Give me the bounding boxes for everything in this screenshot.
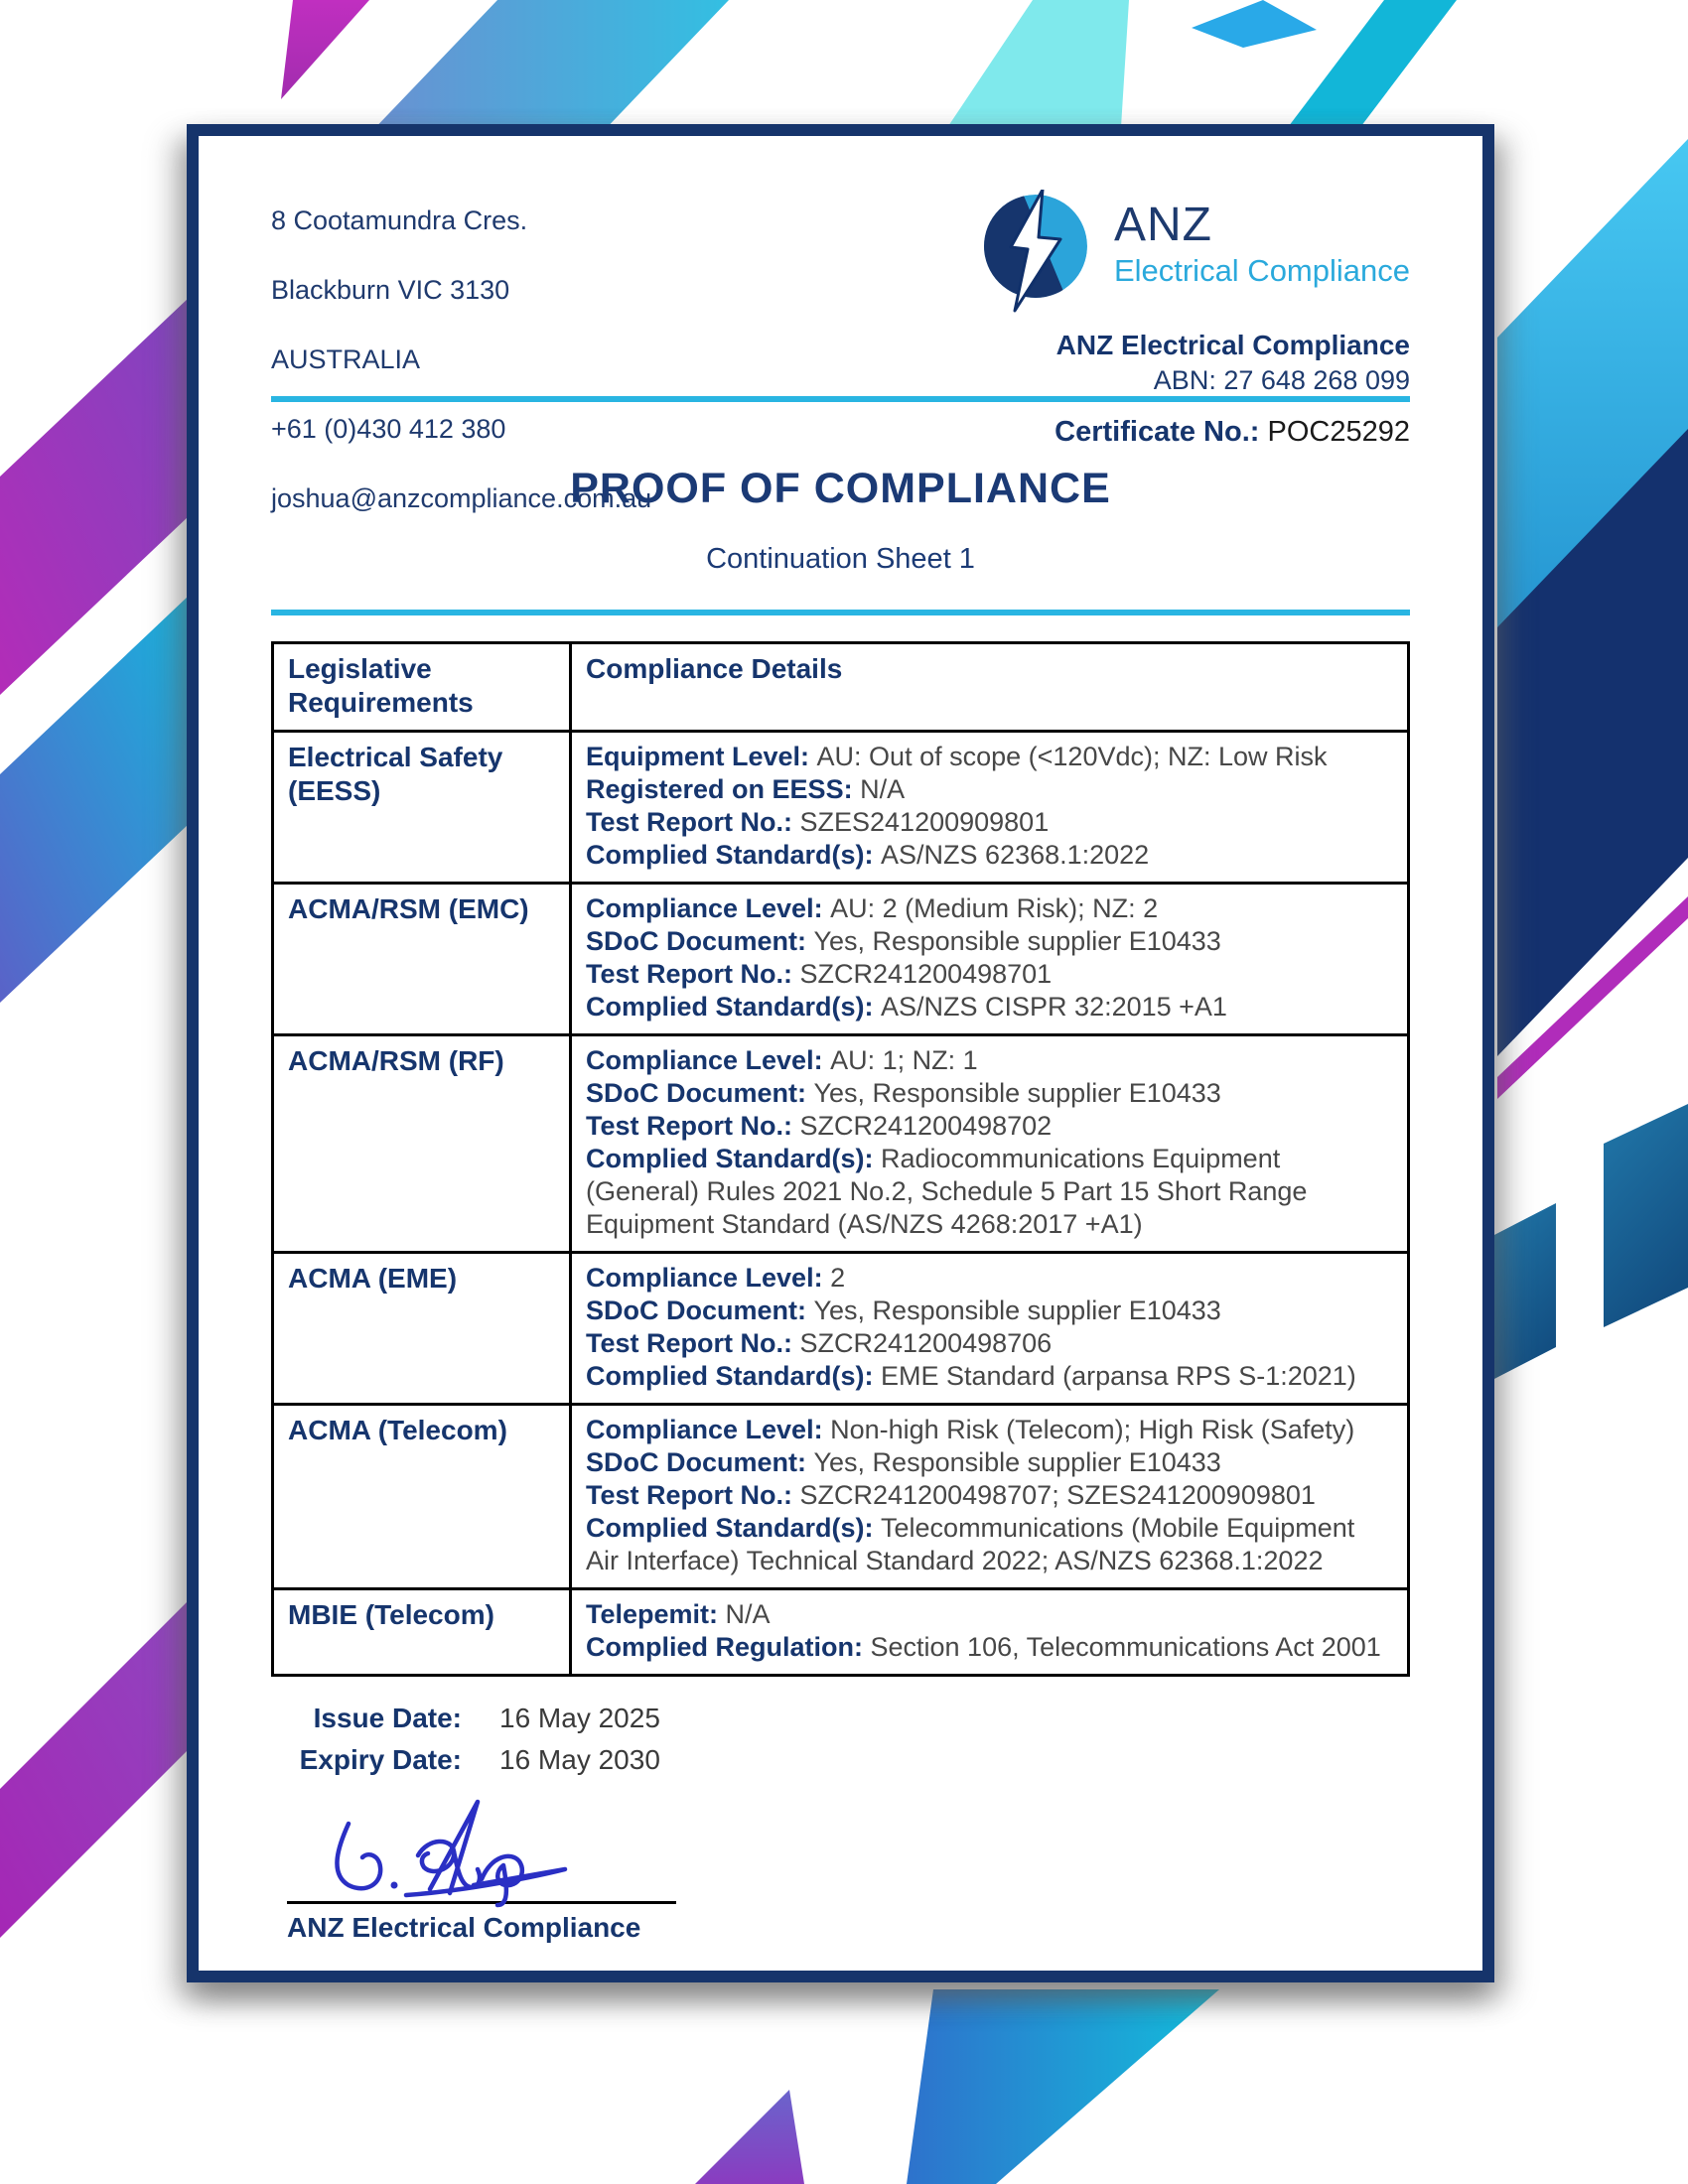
detail-value: Yes, Responsible supplier E10433 xyxy=(813,1447,1221,1477)
table-row xyxy=(273,1405,1409,1589)
requirement-cell: ACMA (EME) xyxy=(273,1253,571,1405)
company-logo-block xyxy=(979,190,1410,396)
details-cell xyxy=(571,1405,1409,1589)
address-line: Blackburn VIC 3130 xyxy=(271,275,510,305)
details-cell xyxy=(571,1253,1409,1405)
issue-date-row xyxy=(285,1703,1410,1734)
detail-value: Telecommunications (Mobile Equipment Air Interface) Technical Standard 2022; AS/NZS 62368.1:2022 xyxy=(586,1513,1355,1575)
company-name: ANZ Electrical Compliance xyxy=(1055,330,1410,360)
detail-label: Complied Standard(s): xyxy=(586,992,882,1022)
certificate-number-label: Certificate No.: xyxy=(1055,416,1260,448)
company-abn: ABN: 27 648 268 099 xyxy=(1153,365,1410,395)
details-cell xyxy=(571,1035,1409,1253)
detail-value: SZCR241200498707; SZES241200909801 xyxy=(799,1480,1316,1510)
requirement-cell: ACMA (Telecom) xyxy=(273,1405,571,1589)
detail-label: Compliance Level: xyxy=(586,1263,831,1293)
expiry-date-label: Expiry Date: xyxy=(299,1744,462,1775)
decor-brightblue-quad-top xyxy=(1192,0,1317,48)
detail-value: AU: 1; NZ: 1 xyxy=(830,1045,978,1075)
requirement-cell: MBIE (Telecom) xyxy=(273,1589,571,1676)
certificate-number-value: POC25292 xyxy=(1267,416,1410,448)
detail-value: EME Standard (arpansa RPS S-1:2021) xyxy=(881,1361,1356,1391)
detail-label: Test Report No.: xyxy=(586,1111,800,1141)
table-row xyxy=(273,1035,1409,1253)
details-cell xyxy=(571,1589,1409,1676)
signature-line xyxy=(287,1901,676,1904)
detail-value: N/A xyxy=(860,774,906,804)
requirement-cell: ACMA/RSM (EMC) xyxy=(273,884,571,1035)
requirement-cell: Electrical Safety (EESS) xyxy=(273,732,571,884)
detail-label: Complied Standard(s): xyxy=(586,1361,882,1391)
address-email: joshua@anzcompliance.com.au xyxy=(271,483,652,513)
table-row xyxy=(273,1253,1409,1405)
issue-date-value: 16 May 2025 xyxy=(499,1703,660,1733)
detail-label: SDoC Document: xyxy=(586,926,814,956)
signature-block xyxy=(287,1794,676,1944)
lightning-bolt-logo-icon xyxy=(979,190,1100,324)
detail-label: SDoC Document: xyxy=(586,1078,814,1108)
detail-value: Yes, Responsible supplier E10433 xyxy=(813,926,1221,956)
detail-label: Test Report No.: xyxy=(586,1480,800,1510)
detail-value: Section 106, Telecommunications Act 2001 xyxy=(870,1632,1381,1662)
requirement-cell: ACMA/RSM (RF) xyxy=(273,1035,571,1253)
detail-value: AU: Out of scope (<120Vdc); NZ: Low Risk xyxy=(816,742,1328,771)
detail-value: N/A xyxy=(725,1599,771,1629)
detail-value: Radiocommunications Equipment (General) Rules 2021 No.2, Schedule 5 Part 15 Short Range Equipment Standard (AS/NZS 4268:2017 +A1) xyxy=(586,1144,1308,1239)
signatory-name: ANZ Electrical Compliance xyxy=(287,1912,641,1943)
decor-magenta-triangle-topleft xyxy=(281,0,369,99)
compliance-table xyxy=(271,641,1410,1677)
detail-value: SZES241200909801 xyxy=(799,807,1050,837)
detail-label: Test Report No.: xyxy=(586,959,800,989)
detail-label: Complied Standard(s): xyxy=(586,1513,882,1543)
decor-violet-triangle-bottom xyxy=(695,2090,804,2184)
logo-tagline: Electrical Compliance xyxy=(1113,253,1410,288)
table-row xyxy=(273,732,1409,884)
detail-value: Yes, Responsible supplier E10433 xyxy=(813,1296,1221,1325)
decor-magenta-band-bottomleft xyxy=(0,1600,189,1938)
detail-value: AS/NZS CISPR 32:2015 +A1 xyxy=(881,992,1227,1022)
decor-steel-parallelogram-right-large xyxy=(1604,1104,1688,1327)
decor-bluecyan-wedge-bottom xyxy=(907,1989,1219,2184)
details-cell xyxy=(571,884,1409,1035)
details-cell xyxy=(571,732,1409,884)
certificate-page xyxy=(187,124,1494,1982)
detail-label: Complied Regulation: xyxy=(586,1632,871,1662)
expiry-date-value: 16 May 2030 xyxy=(499,1744,660,1775)
column-header-legislative: Legislative Requirements xyxy=(273,643,571,732)
logo-brand-text: ANZ xyxy=(1113,199,1212,251)
issue-date-label: Issue Date: xyxy=(313,1703,462,1733)
address-line: AUSTRALIA xyxy=(271,344,421,374)
signature-icon xyxy=(315,1794,642,1911)
table-row xyxy=(273,884,1409,1035)
document-title: PROOF OF COMPLIANCE xyxy=(570,465,1111,512)
document-subtitle: Continuation Sheet 1 xyxy=(706,543,975,575)
column-header-details: Compliance Details xyxy=(571,643,1409,732)
address-line: +61 (0)430 412 380 xyxy=(271,414,506,444)
detail-label: Test Report No.: xyxy=(586,1328,800,1358)
detail-value: Yes, Responsible supplier E10433 xyxy=(813,1078,1221,1108)
detail-label: Compliance Level: xyxy=(586,893,831,923)
detail-label: Complied Standard(s): xyxy=(586,840,882,870)
detail-value: SZCR241200498706 xyxy=(799,1328,1053,1358)
detail-label: SDoC Document: xyxy=(586,1296,814,1325)
detail-value: 2 xyxy=(830,1263,846,1293)
detail-label: Registered on EESS: xyxy=(586,774,861,804)
detail-value: Non-high Risk (Telecom); High Risk (Safety) xyxy=(830,1415,1355,1444)
detail-label: Telepemit: xyxy=(586,1599,726,1629)
dates-block xyxy=(285,1703,1410,1776)
detail-label: Equipment Level: xyxy=(586,742,817,771)
title-divider-rule xyxy=(271,610,1410,615)
table-header-row xyxy=(273,643,1409,732)
table-row xyxy=(273,1589,1409,1676)
detail-label: Compliance Level: xyxy=(586,1045,831,1075)
detail-value: SZCR241200498702 xyxy=(799,1111,1053,1141)
expiry-date-row xyxy=(285,1744,1410,1776)
detail-label: SDoC Document: xyxy=(586,1447,814,1477)
detail-value: AS/NZS 62368.1:2022 xyxy=(881,840,1150,870)
address-line: 8 Cootamundra Cres. xyxy=(271,205,528,235)
detail-label: Test Report No.: xyxy=(586,807,800,837)
detail-value: SZCR241200498701 xyxy=(799,959,1053,989)
detail-label: Compliance Level: xyxy=(586,1415,831,1444)
detail-value: AU: 2 (Medium Risk); NZ: 2 xyxy=(830,893,1159,923)
detail-label: Complied Standard(s): xyxy=(586,1144,882,1173)
decor-steel-parallelogram-right-small xyxy=(1492,1203,1556,1380)
